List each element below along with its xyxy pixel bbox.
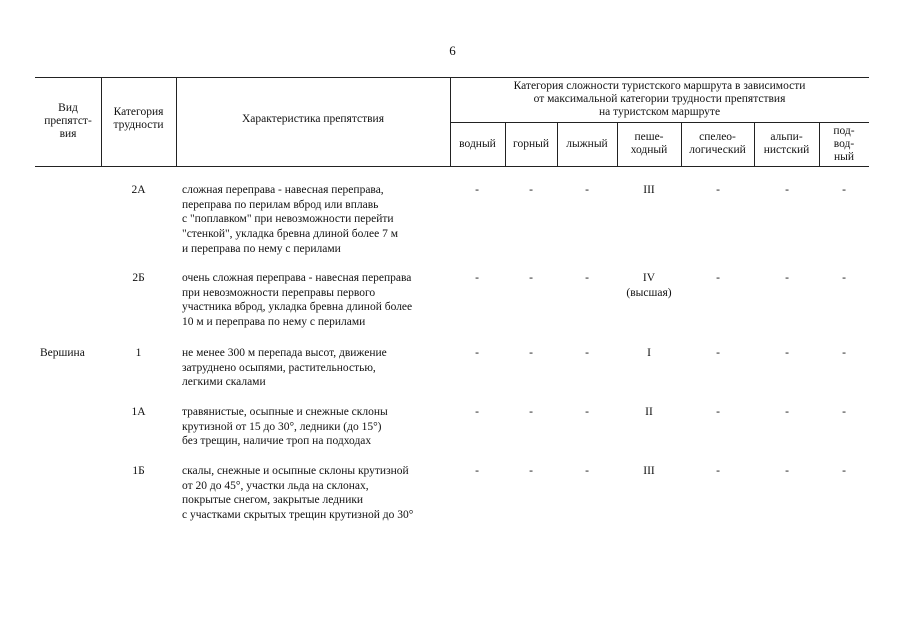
route-category-value: - <box>716 406 720 418</box>
route-category-value: - <box>585 184 589 196</box>
route-category-value: - <box>529 184 533 196</box>
description-line: "стенкой", укладка бревна длиной более 7 м <box>182 228 398 241</box>
description-line: покрытые снегом, закрытые ледники <box>182 494 364 507</box>
description-line: травянистые, осыпные и снежные склоны <box>182 406 388 418</box>
description-line: сложная переправа - навесная переправа, <box>182 184 384 196</box>
description-line: переправа по перилам вброд или вплавь <box>182 198 379 211</box>
header-sub-column: альпи- нистский <box>763 131 810 156</box>
route-category-value: - <box>842 184 846 196</box>
header-sub-column: лыжный <box>566 137 608 150</box>
header-obstacle-type: Вид препятст- вия <box>44 102 92 140</box>
route-category-value: - <box>529 465 533 477</box>
route-category-value: - <box>785 272 789 284</box>
route-category-value: - <box>529 406 533 418</box>
difficulty-category: 1А <box>131 406 146 418</box>
header-group-title-line: от максимальной категории трудности препятствия <box>533 93 786 105</box>
route-category-value: - <box>475 347 479 359</box>
route-category-value: - <box>785 184 789 196</box>
difficulty-category: 1 <box>135 347 142 359</box>
difficulty-category: 1Б <box>132 465 145 477</box>
route-category-value: - <box>585 347 589 359</box>
difficulty-category: 2Б <box>132 272 145 284</box>
route-category-value: - <box>842 347 846 359</box>
description-line: и переправа по нему с перилами <box>182 242 341 255</box>
route-category-value: - <box>585 465 589 477</box>
obstacle-description <box>182 346 387 390</box>
description-line: с участками скрытых трещин крутизной до 30° <box>182 509 414 522</box>
description-line: участника вброд, укладка бревна длиной более <box>182 301 413 314</box>
route-category-value: III <box>643 465 655 477</box>
header-subcol-divider <box>617 122 618 166</box>
description-line: при невозможности переправы первого <box>182 286 376 299</box>
route-category-value: - <box>585 272 589 284</box>
route-category-value: - <box>475 465 479 477</box>
header-difficulty-category: Категория трудности <box>113 105 164 131</box>
description-line: крутизной от 15 до 30°, ледники (до 15°) <box>182 420 382 433</box>
description-line: 10 м и переправа по нему с перилами <box>182 316 366 329</box>
route-category-value: - <box>529 347 533 359</box>
description-line: без трещин, наличие троп на подходах <box>182 435 372 448</box>
route-category-value: - <box>716 184 720 196</box>
description-line: не менее 300 м перепада высот, движение <box>182 347 387 359</box>
description-line: с "поплавком" при невозможности перейти <box>182 213 394 226</box>
route-category-value: III <box>643 184 655 196</box>
header-subcol-divider <box>819 122 820 166</box>
header-subcol-divider <box>681 122 682 166</box>
description-line: затруднено осыпями, растительностью, <box>182 361 376 374</box>
obstacle-description <box>182 405 388 449</box>
obstacle-description <box>182 464 413 523</box>
route-category-value: - <box>842 465 846 477</box>
route-category-value: - <box>785 347 789 359</box>
obstacle-description <box>182 183 398 257</box>
header-obstacle-description: Характеристика препятствия <box>241 113 385 125</box>
header-sub-column: горный <box>513 137 549 150</box>
obstacle-description <box>182 271 412 330</box>
header-sub-column: водный <box>459 137 496 150</box>
route-category-value: - <box>475 272 479 284</box>
header-sub-column: под- вод- ный <box>833 124 855 163</box>
route-category-value: - <box>716 465 720 477</box>
route-category-value: I <box>647 347 651 359</box>
header-route-category-group <box>450 77 869 122</box>
route-category-value: - <box>529 272 533 284</box>
route-category-value: - <box>785 465 789 477</box>
route-category-value: - <box>842 272 846 284</box>
header-sub-column: пеше- ходный <box>630 131 668 156</box>
header-bottom-rule <box>35 166 869 167</box>
header-group-title-line: Категория сложности туристского маршрута в зависимости <box>513 80 806 92</box>
header-col-divider <box>101 77 102 166</box>
route-category-value: - <box>475 184 479 196</box>
route-category-value: - <box>585 406 589 418</box>
route-category-value: - <box>475 406 479 418</box>
header-sub-column: спелео- логический <box>689 131 746 156</box>
header-group-title-line: на туристском маршруте <box>598 106 721 118</box>
description-line: легкими скалами <box>182 376 266 389</box>
description-line: от 20 до 45°, участки льда на склонах, <box>182 479 369 492</box>
page-number: 6 <box>449 43 456 58</box>
obstacle-type: Вершина <box>40 347 85 359</box>
route-category-value: - <box>716 272 720 284</box>
route-category-value: II <box>645 406 653 418</box>
route-category-value: IV (высшая) <box>626 272 672 299</box>
route-category-value: - <box>785 406 789 418</box>
description-line: скалы, снежные и осыпные склоны крутизной <box>182 465 409 477</box>
route-category-value: - <box>716 347 720 359</box>
description-line: очень сложная переправа - навесная переправа <box>182 272 412 284</box>
difficulty-category: 2А <box>131 184 146 196</box>
header-subcol-divider <box>754 122 755 166</box>
route-category-value: - <box>842 406 846 418</box>
